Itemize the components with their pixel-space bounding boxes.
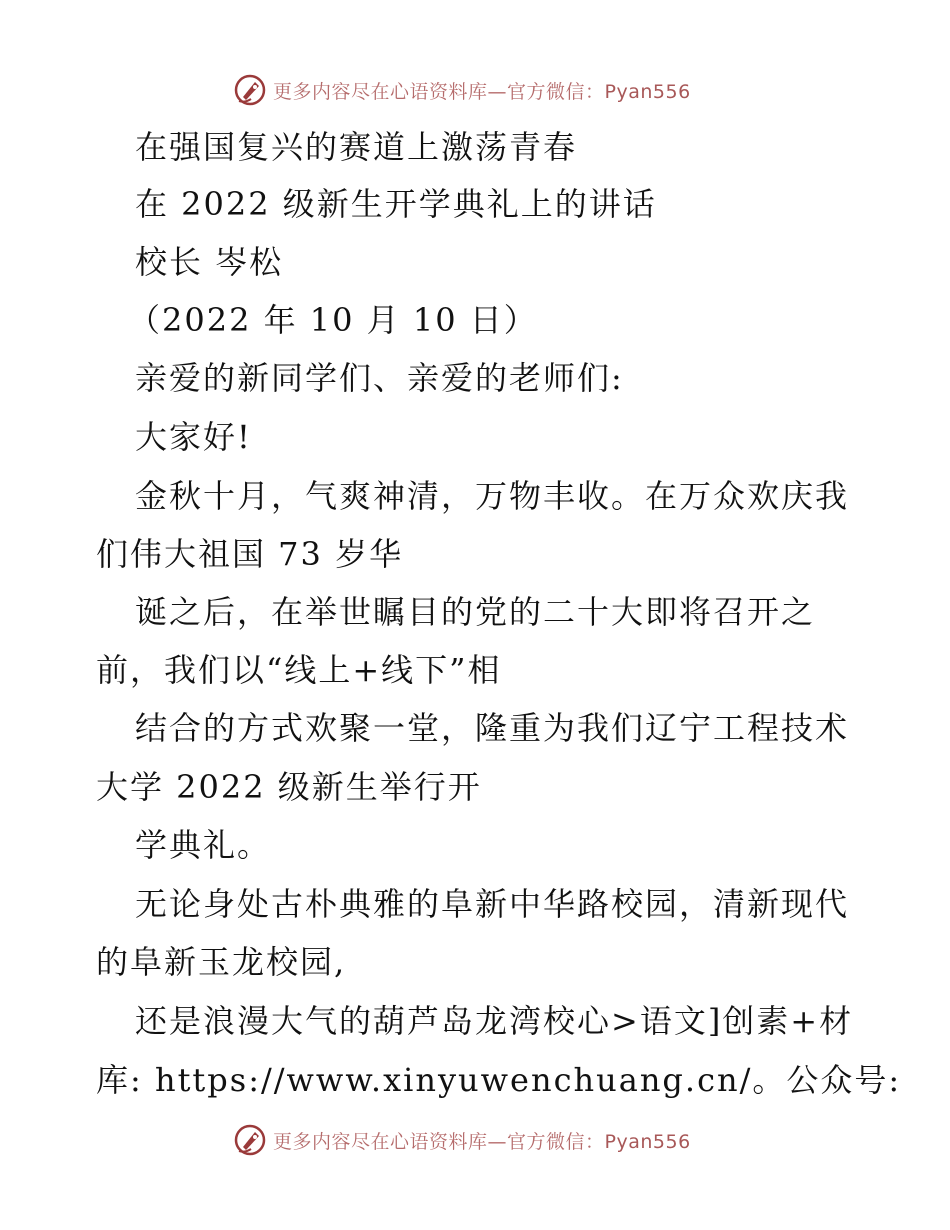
paragraph-line: 前，我们以“线上+线下”相: [96, 651, 502, 689]
paragraph-line: 学典礼。: [135, 826, 272, 864]
footer-watermark-banner: [233, 1122, 733, 1158]
paragraph-line: 还是浪漫大气的葫芦岛龙湾校心>语文]创素+材: [135, 1002, 854, 1040]
paragraph-line: 无论身处古朴典雅的阜新中华路校园，清新现代: [135, 885, 850, 923]
speech-subtitle: 在 2022 级新生开学典礼上的讲话: [135, 185, 657, 223]
speech-title: 在强国复兴的赛道上激荡青春: [135, 128, 578, 166]
paragraph-line: 们伟大祖国 73 岁华: [96, 535, 404, 573]
greeting: 大家好!: [135, 418, 252, 456]
paragraph-line: 金秋十月，气爽神清，万物丰收。在万众欢庆我: [135, 477, 850, 515]
wechat-handle: Pyan556: [604, 80, 691, 103]
paragraph-line: 诞之后，在举世瞩目的党的二十大即将召开之: [135, 593, 816, 631]
salutation: 亲爱的新同学们、亲爱的老师们:: [135, 359, 624, 397]
paragraph-line: 库: https://www.xinyuwenchuang.cn/。公众号:: [96, 1061, 902, 1099]
wechat-handle: Pyan556: [604, 1130, 691, 1153]
pen-nib-logo-icon: [233, 73, 267, 107]
pen-nib-logo-icon: [233, 1123, 267, 1157]
speech-date: （2022 年 10 月 10 日）: [128, 301, 538, 339]
paragraph-line: 结合的方式欢聚一堂，隆重为我们辽宁工程技术: [135, 709, 850, 747]
watermark-text: 更多内容尽在心语资料库—官方微信：Pyan556: [273, 80, 691, 103]
paragraph-line: 大学 2022 级新生举行开: [96, 768, 482, 806]
paragraph-line: 的阜新玉龙校园,: [96, 943, 347, 981]
header-watermark-banner: [233, 72, 733, 108]
speech-author: 校长 岑松: [135, 243, 284, 281]
watermark-text: 更多内容尽在心语资料库—官方微信：Pyan556: [273, 1130, 691, 1153]
